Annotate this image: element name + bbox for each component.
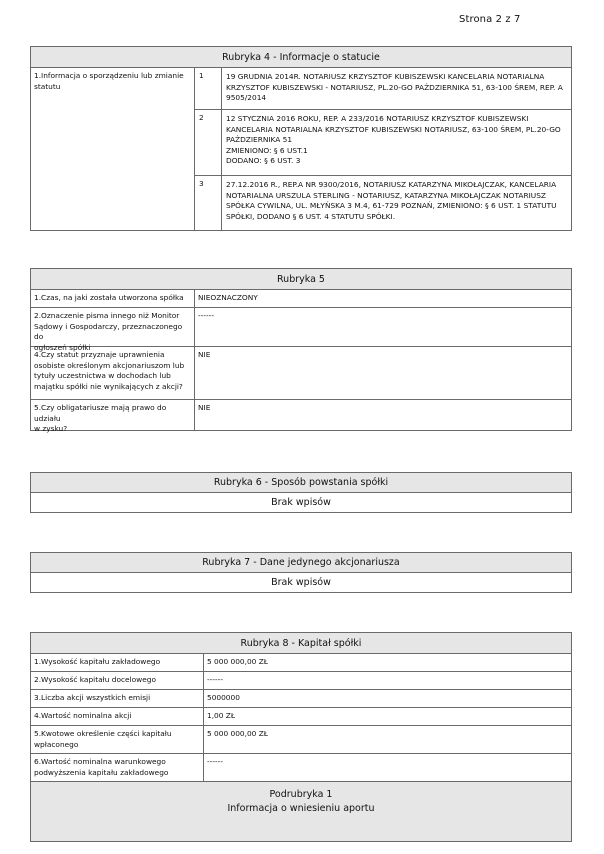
rubryka-5-row	[31, 400, 571, 434]
podrubryka-subtitle: Informacja o wniesieniu aportu	[227, 803, 375, 814]
row-label-line: 5.Kwotowe określenie części kapitału	[34, 729, 172, 738]
row-label-line: osobiste określonym akcjonariuszom lub	[34, 360, 185, 370]
statute-entry-line: 9505/2014	[226, 93, 267, 103]
row-label-line: 2.Wysokość kapitału docelowego	[34, 675, 156, 684]
row-label-line: podwyższenia kapitału zakładowego	[34, 767, 169, 777]
row-label-line: ogłoszeń spółki	[34, 342, 91, 352]
podrubryka-1-header	[31, 782, 571, 841]
row-value: ------	[198, 311, 215, 320]
row-label-line: 4.Czy statut przyznaje uprawnienia	[34, 350, 165, 359]
row-label	[31, 400, 195, 434]
capital-row	[31, 690, 571, 708]
rubryka-5-title: Rubryka 5	[31, 269, 571, 290]
rubryka-7-section	[30, 552, 572, 593]
rubryka-5-row	[31, 347, 571, 400]
row-label-line: 4.Wartość nominalna akcji	[34, 711, 132, 720]
row-label-line: 1.Czas, na jaki została utworzona spółka	[34, 293, 184, 302]
capital-row	[31, 754, 571, 782]
row-label	[31, 672, 204, 689]
statute-entry-text	[222, 110, 571, 175]
statute-entry	[195, 176, 571, 230]
statute-entry-line: KANCELARIA NOTARIALNA KRZYSZTOF KUBISZEWSKI NOTARIUSZ, 63-100 ŚREM, PL.20-GO	[226, 124, 561, 134]
row-label	[31, 708, 204, 725]
row-value: NIE	[198, 350, 211, 359]
row-label	[31, 347, 195, 399]
row-label-line: 6.Wartość nominalna warunkowego	[34, 757, 166, 766]
row-label	[31, 290, 195, 307]
rubryka-8-section	[30, 632, 572, 842]
statute-entry	[195, 68, 571, 110]
row-label-line: 1.Wysokość kapitału zakładowego	[34, 657, 161, 666]
rubryka-5-row	[31, 308, 571, 352]
page-number: Strona 2 z 7	[459, 14, 521, 25]
row-label-line: 5.Czy obligatariusze mają prawo do udziału	[34, 403, 167, 423]
rubryka-5-row	[31, 290, 571, 308]
row-value: 5000000	[207, 693, 240, 702]
rubryka-8-title: Rubryka 8 - Kapitał spółki	[31, 633, 571, 654]
row-value: 1,00 ZŁ	[207, 711, 236, 720]
row-label-line: wpłaconego	[34, 739, 79, 749]
no-entries-text: Brak wpisów	[271, 497, 331, 508]
statute-entries	[195, 68, 571, 230]
row-label	[31, 308, 195, 352]
row-value: NIEOZNACZONY	[198, 293, 258, 302]
statute-entry-line: NOTARIALNA URSZULA STERLING - NOTARIUSZ, KATARZYNA MIKOŁAJCZAK NOTARIUSZ	[226, 190, 546, 200]
statute-entry-line: 27.12.2016 R., REP.A NR 9300/2016, NOTARIUSZ KATARZYNA MIKOŁAJCZAK, KANCELARIA	[226, 180, 557, 189]
capital-row	[31, 672, 571, 690]
row-label-line: 3.Liczba akcji wszystkich emisji	[34, 693, 151, 702]
row-value: 5 000 000,00 ZŁ	[207, 729, 268, 738]
statute-entry	[195, 110, 571, 176]
statute-info-label	[31, 68, 195, 230]
row-label-line: Sądowy i Gospodarczy, przeznaczonego do	[34, 321, 183, 342]
row-label-line: 2.Oznaczenie pisma innego niż Monitor	[34, 311, 180, 320]
row-label	[31, 754, 204, 781]
row-value: NIE	[198, 403, 211, 412]
statute-entry-text	[222, 68, 571, 109]
statute-entry-line: SPÓŁKA CYWILNA, UL. MŁYŃSKA 3 M.4, 61-729 POZNAŃ, ZMIENIONO: § 6 UST. 1 STATUTU	[226, 201, 557, 211]
capital-row	[31, 708, 571, 726]
statute-entry-number: 2	[195, 110, 222, 175]
statute-entry-number: 1	[195, 68, 222, 109]
row-label-line: w zysku?	[34, 424, 68, 434]
row-label	[31, 690, 204, 707]
row-value: ------	[207, 675, 224, 684]
row-value: 5 000 000,00 ZŁ	[207, 657, 268, 666]
capital-row	[31, 654, 571, 672]
rubryka-6-section	[30, 472, 572, 513]
statute-entry-text	[222, 176, 571, 230]
podrubryka-title: Podrubryka 1	[269, 789, 333, 800]
rubryka-4-section	[30, 46, 572, 231]
statute-entry-line: SPÓŁKI, DODANO § 6 UST. 4 STATUTU SPÓŁKI.	[226, 211, 396, 221]
statute-entry-line: KRZYSZTOF KUBISZEWSKI - NOTARIUSZ, PL.20-GO PAŹDZIERNIKA 51, 63-100 ŚREM, REP. A	[226, 82, 563, 92]
statute-entry-line: 12 STYCZNIA 2016 ROKU, REP. A 233/2016 NOTARIUSZ KRZYSZTOF KUBISZEWSKI	[226, 114, 529, 123]
row-label-line: majątku spółki nie wynikających z akcji?	[34, 381, 183, 391]
row-label-line: tytuły uczestnictwa w dochodach lub	[34, 371, 171, 381]
statute-entry-number: 3	[195, 176, 222, 230]
row-label	[31, 654, 204, 671]
row-label	[31, 726, 204, 753]
capital-row	[31, 726, 571, 754]
statute-entry-line: DODANO: § 6 UST. 3	[226, 156, 301, 166]
rubryka-6-title: Rubryka 6 - Sposób powstania spółki	[31, 473, 571, 493]
row-value: ------	[207, 757, 224, 766]
statute-info-label-text: 1.Informacja o sporządzeniu lub zmianie statutu	[34, 71, 184, 91]
statute-entry-line: PAŹDZIERNIKA 51	[226, 135, 293, 145]
no-entries-text: Brak wpisów	[271, 577, 331, 588]
rubryka-4-title: Rubryka 4 - Informacje o statucie	[31, 47, 571, 68]
statute-entry-line: 19 GRUDNIA 2014R. NOTARIUSZ KRZYSZTOF KUBISZEWSKI KANCELARIA NOTARIALNA	[226, 72, 545, 81]
rubryka-7-title: Rubryka 7 - Dane jedynego akcjonariusza	[31, 553, 571, 573]
rubryka-5-section	[30, 268, 572, 434]
statute-entry-line: ZMIENIONO: § 6 UST.1	[226, 145, 308, 155]
